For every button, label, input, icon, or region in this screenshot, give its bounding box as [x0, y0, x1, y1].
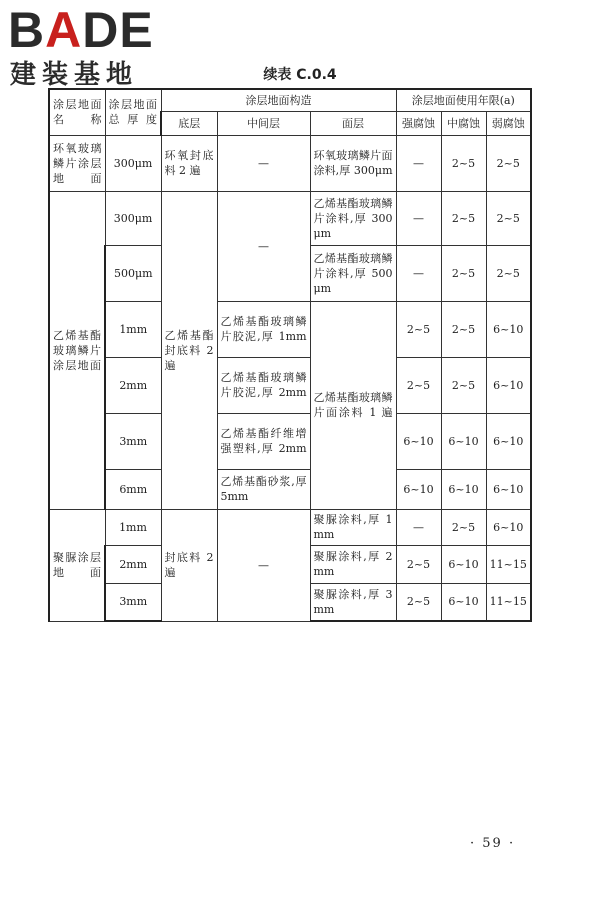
cell-strong: — — [396, 245, 441, 301]
header-thickness: 涂层地面总厚度 — [105, 89, 161, 135]
cell-weak: 6~10 — [486, 413, 531, 469]
cell-name: 聚脲涂层地面 — [49, 509, 105, 621]
cell-weak: 6~10 — [486, 469, 531, 509]
cell-weak: 2~5 — [486, 135, 531, 191]
table-row — [49, 357, 531, 413]
coating-floor-table — [48, 88, 532, 622]
cell-base: 封底料 2 遍 — [161, 509, 217, 621]
cell-medium: 2~5 — [441, 135, 486, 191]
cell-strong: 2~5 — [396, 583, 441, 621]
cell-thickness: 1mm — [105, 301, 161, 357]
header-base: 底层 — [161, 111, 217, 135]
cell-name: 乙烯基酯玻璃鳞片涂层地面 — [49, 191, 105, 509]
cell-middle: — — [217, 509, 310, 621]
cell-middle: 乙烯基酯纤维增强塑料,厚 2mm — [217, 413, 310, 469]
cell-weak: 2~5 — [486, 191, 531, 245]
cell-medium: 2~5 — [441, 191, 486, 245]
table-row — [49, 191, 531, 245]
cell-medium: 2~5 — [441, 245, 486, 301]
header-life: 涂层地面使用年限(a) — [396, 89, 531, 111]
logo-wordmark: BADE — [8, 2, 154, 58]
cell-thickness: 3mm — [105, 413, 161, 469]
cell-surface: 乙烯基酯玻璃鳞片面涂料 1 遍 — [310, 301, 396, 509]
cell-thickness: 300μm — [105, 135, 161, 191]
cell-medium: 2~5 — [441, 509, 486, 545]
cell-weak: 6~10 — [486, 301, 531, 357]
cell-thickness: 2mm — [105, 357, 161, 413]
cell-medium: 6~10 — [441, 413, 486, 469]
logo-subtitle: 建装基地 — [10, 60, 139, 90]
page-number: · 59 · — [470, 836, 516, 851]
cell-middle: — — [217, 191, 310, 301]
cell-surface: 乙烯基酯玻璃鳞片涂料,厚 500μm — [310, 245, 396, 301]
table-caption: 续表 C.0.4 — [263, 67, 337, 83]
header-medium: 中腐蚀 — [441, 111, 486, 135]
cell-thickness: 500μm — [105, 245, 161, 301]
cell-base: 乙烯基酯封底料 2 遍 — [161, 191, 217, 509]
cell-middle: 乙烯基酯砂浆,厚 5mm — [217, 469, 310, 509]
cell-thickness: 300μm — [105, 191, 161, 245]
cell-surface: 乙烯基酯玻璃鳞片涂料,厚 300μm — [310, 191, 396, 245]
cell-weak: 2~5 — [486, 245, 531, 301]
cell-thickness: 1mm — [105, 509, 161, 545]
cell-weak: 6~10 — [486, 357, 531, 413]
cell-weak: 6~10 — [486, 509, 531, 545]
table-row — [49, 135, 531, 191]
cell-base: 环氧封底料 2 遍 — [161, 135, 217, 191]
table-row — [49, 301, 531, 357]
cell-thickness: 2mm — [105, 545, 161, 583]
cell-medium: 6~10 — [441, 469, 486, 509]
header-middle: 中间层 — [217, 111, 310, 135]
cell-medium: 2~5 — [441, 357, 486, 413]
cell-weak: 11~15 — [486, 545, 531, 583]
header-structure: 涂层地面构造 — [161, 89, 396, 111]
header-surface: 面层 — [310, 111, 396, 135]
cell-medium: 6~10 — [441, 583, 486, 621]
cell-middle: 乙烯基酯玻璃鳞片胶泥,厚 2mm — [217, 357, 310, 413]
cell-weak: 11~15 — [486, 583, 531, 621]
cell-medium: 2~5 — [441, 301, 486, 357]
cell-strong: — — [396, 191, 441, 245]
cell-surface: 环氧玻璃鳞片面涂料,厚 300μm — [310, 135, 396, 191]
table-row — [49, 413, 531, 469]
table-row — [49, 469, 531, 509]
cell-strong: — — [396, 509, 441, 545]
cell-thickness: 3mm — [105, 583, 161, 621]
cell-thickness: 6mm — [105, 469, 161, 509]
header-name: 涂层地面名称 — [49, 89, 105, 135]
cell-strong: 2~5 — [396, 301, 441, 357]
cell-surface: 聚脲涂料,厚 1mm — [310, 509, 396, 545]
cell-strong: — — [396, 135, 441, 191]
table-row — [49, 509, 531, 545]
cell-surface: 聚脲涂料,厚 2mm — [310, 545, 396, 583]
cell-middle: 乙烯基酯玻璃鳞片胶泥,厚 1mm — [217, 301, 310, 357]
cell-name: 环氧玻璃鳞片涂层地面 — [49, 135, 105, 191]
cell-surface: 聚脲涂料,厚 3mm — [310, 583, 396, 621]
cell-middle: — — [217, 135, 310, 191]
header-weak: 弱腐蚀 — [486, 111, 531, 135]
header-strong: 强腐蚀 — [396, 111, 441, 135]
cell-strong: 6~10 — [396, 413, 441, 469]
cell-medium: 6~10 — [441, 545, 486, 583]
cell-strong: 2~5 — [396, 545, 441, 583]
cell-strong: 2~5 — [396, 357, 441, 413]
cell-strong: 6~10 — [396, 469, 441, 509]
